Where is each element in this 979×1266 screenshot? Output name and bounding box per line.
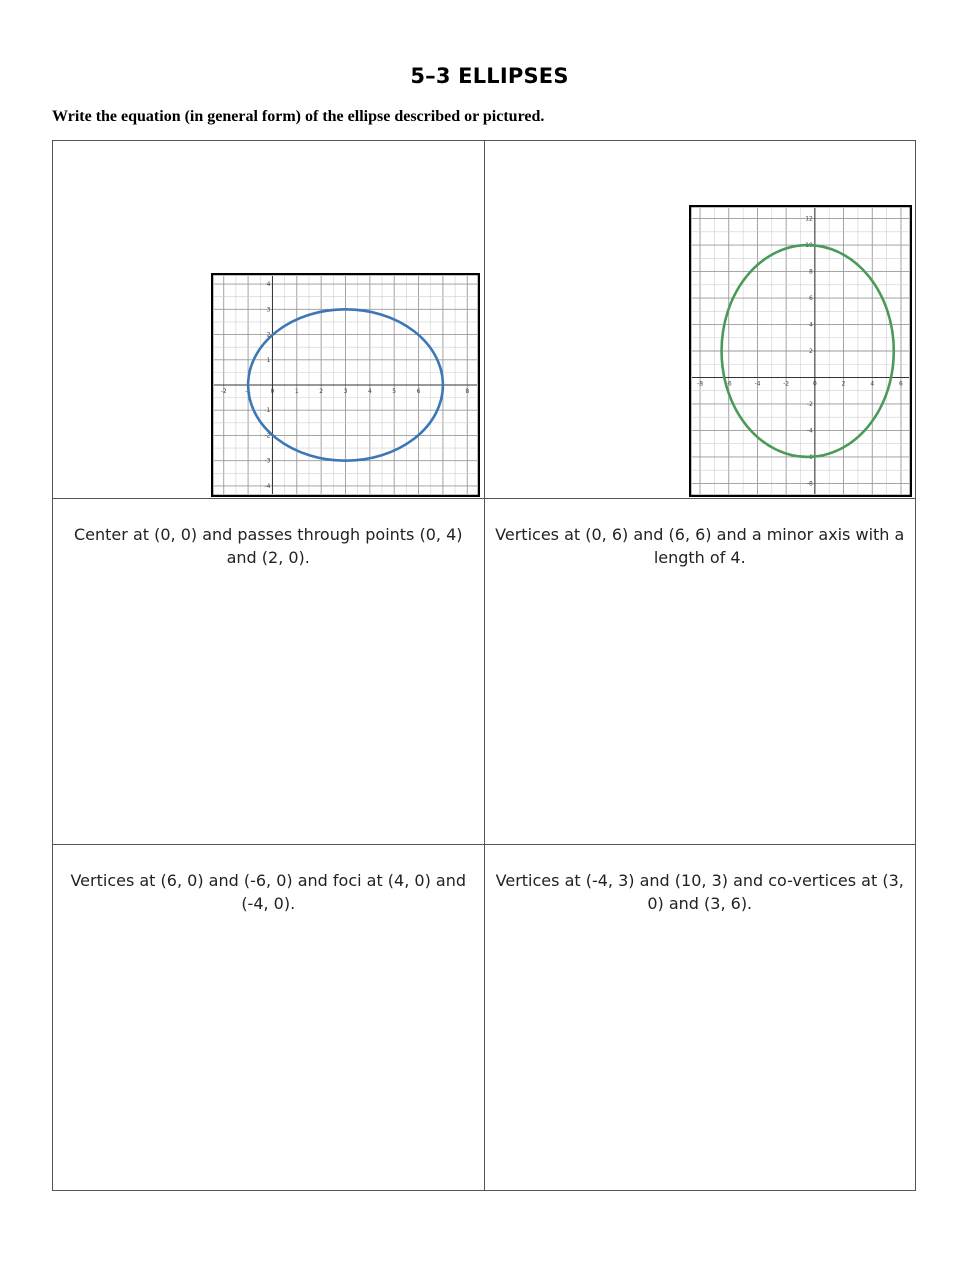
problem-cell-4 — [484, 845, 916, 1191]
problem-row-1 — [53, 499, 916, 845]
x-tick-label: 0 — [270, 388, 275, 395]
x-tick-label: 4 — [869, 380, 874, 388]
x-tick-label: 3 — [343, 388, 348, 395]
instructions: Write the equation (in general form) of the ellipse described or pictured. — [52, 108, 545, 125]
x-tick-label: -4 — [753, 380, 760, 388]
x-tick-label: 5 — [392, 388, 397, 395]
problem-cell-3 — [53, 845, 485, 1191]
x-tick-label: 6 — [898, 380, 903, 388]
x-tick-label: 2 — [319, 388, 324, 395]
y-tick-label: 10 — [804, 242, 813, 250]
problem-3-text: Vertices at (6, 0) and (-6, 0) and foci at (4, 0) and (-4, 0). — [70, 871, 467, 913]
y-tick-label: 1 — [266, 356, 271, 364]
graph-row — [53, 141, 916, 499]
page-title: 5–3 ELLIPSES — [410, 64, 569, 88]
x-tick-label: 6 — [416, 388, 421, 395]
ellipse-graph-2-svg — [689, 205, 912, 497]
y-tick-label: -6 — [806, 453, 813, 461]
y-tick-label: -2 — [264, 432, 271, 440]
y-tick-label: -3 — [264, 457, 271, 465]
x-tick-label: 8 — [465, 388, 470, 395]
problem-row-2 — [53, 845, 916, 1191]
y-tick-label: -2 — [806, 400, 813, 408]
worksheet-table — [52, 140, 916, 1191]
problem-4-text: Vertices at (-4, 3) and (10, 3) and co-vertices at (3, 0) and (3, 6). — [495, 871, 904, 913]
problem-2-text: Vertices at (0, 6) and (6, 6) and a minor axis with a length of 4. — [495, 525, 905, 567]
y-tick-label: -4 — [806, 427, 813, 435]
graph-cell-2 — [484, 141, 916, 499]
y-tick-label: 4 — [808, 321, 813, 329]
x-tick-label: -2 — [782, 380, 789, 388]
x-tick-label: 2 — [841, 380, 845, 388]
y-tick-label: -1 — [264, 407, 271, 415]
x-tick-label: -1 — [245, 388, 252, 395]
x-tick-label: 4 — [367, 388, 372, 395]
y-tick-label: -8 — [806, 480, 813, 488]
y-tick-label: 6 — [808, 295, 813, 303]
x-tick-label: 1 — [294, 388, 299, 395]
problem-cell-2 — [484, 499, 916, 845]
ellipse-graph-2 — [689, 205, 912, 497]
ellipse-graph-1 — [211, 273, 480, 497]
graph-cell-1 — [53, 141, 485, 499]
x-tick-label: 0 — [812, 380, 817, 388]
y-tick-label: 8 — [808, 268, 813, 276]
x-tick-label: -6 — [725, 380, 732, 388]
problem-cell-1 — [53, 499, 485, 845]
ellipse-graph-1-svg — [211, 273, 480, 497]
problem-1-text: Center at (0, 0) and passes through points (0, 4) and (2, 0). — [74, 525, 463, 567]
x-tick-label: 7 — [440, 388, 445, 395]
x-tick-label: -2 — [220, 388, 227, 395]
y-tick-label: 4 — [266, 281, 271, 289]
x-tick-label: -8 — [696, 380, 703, 388]
y-tick-label: 2 — [808, 348, 813, 355]
y-tick-label: 12 — [804, 215, 813, 223]
y-tick-label: 2 — [266, 331, 271, 339]
y-tick-label: -4 — [264, 482, 271, 490]
y-tick-label: 3 — [266, 306, 271, 314]
